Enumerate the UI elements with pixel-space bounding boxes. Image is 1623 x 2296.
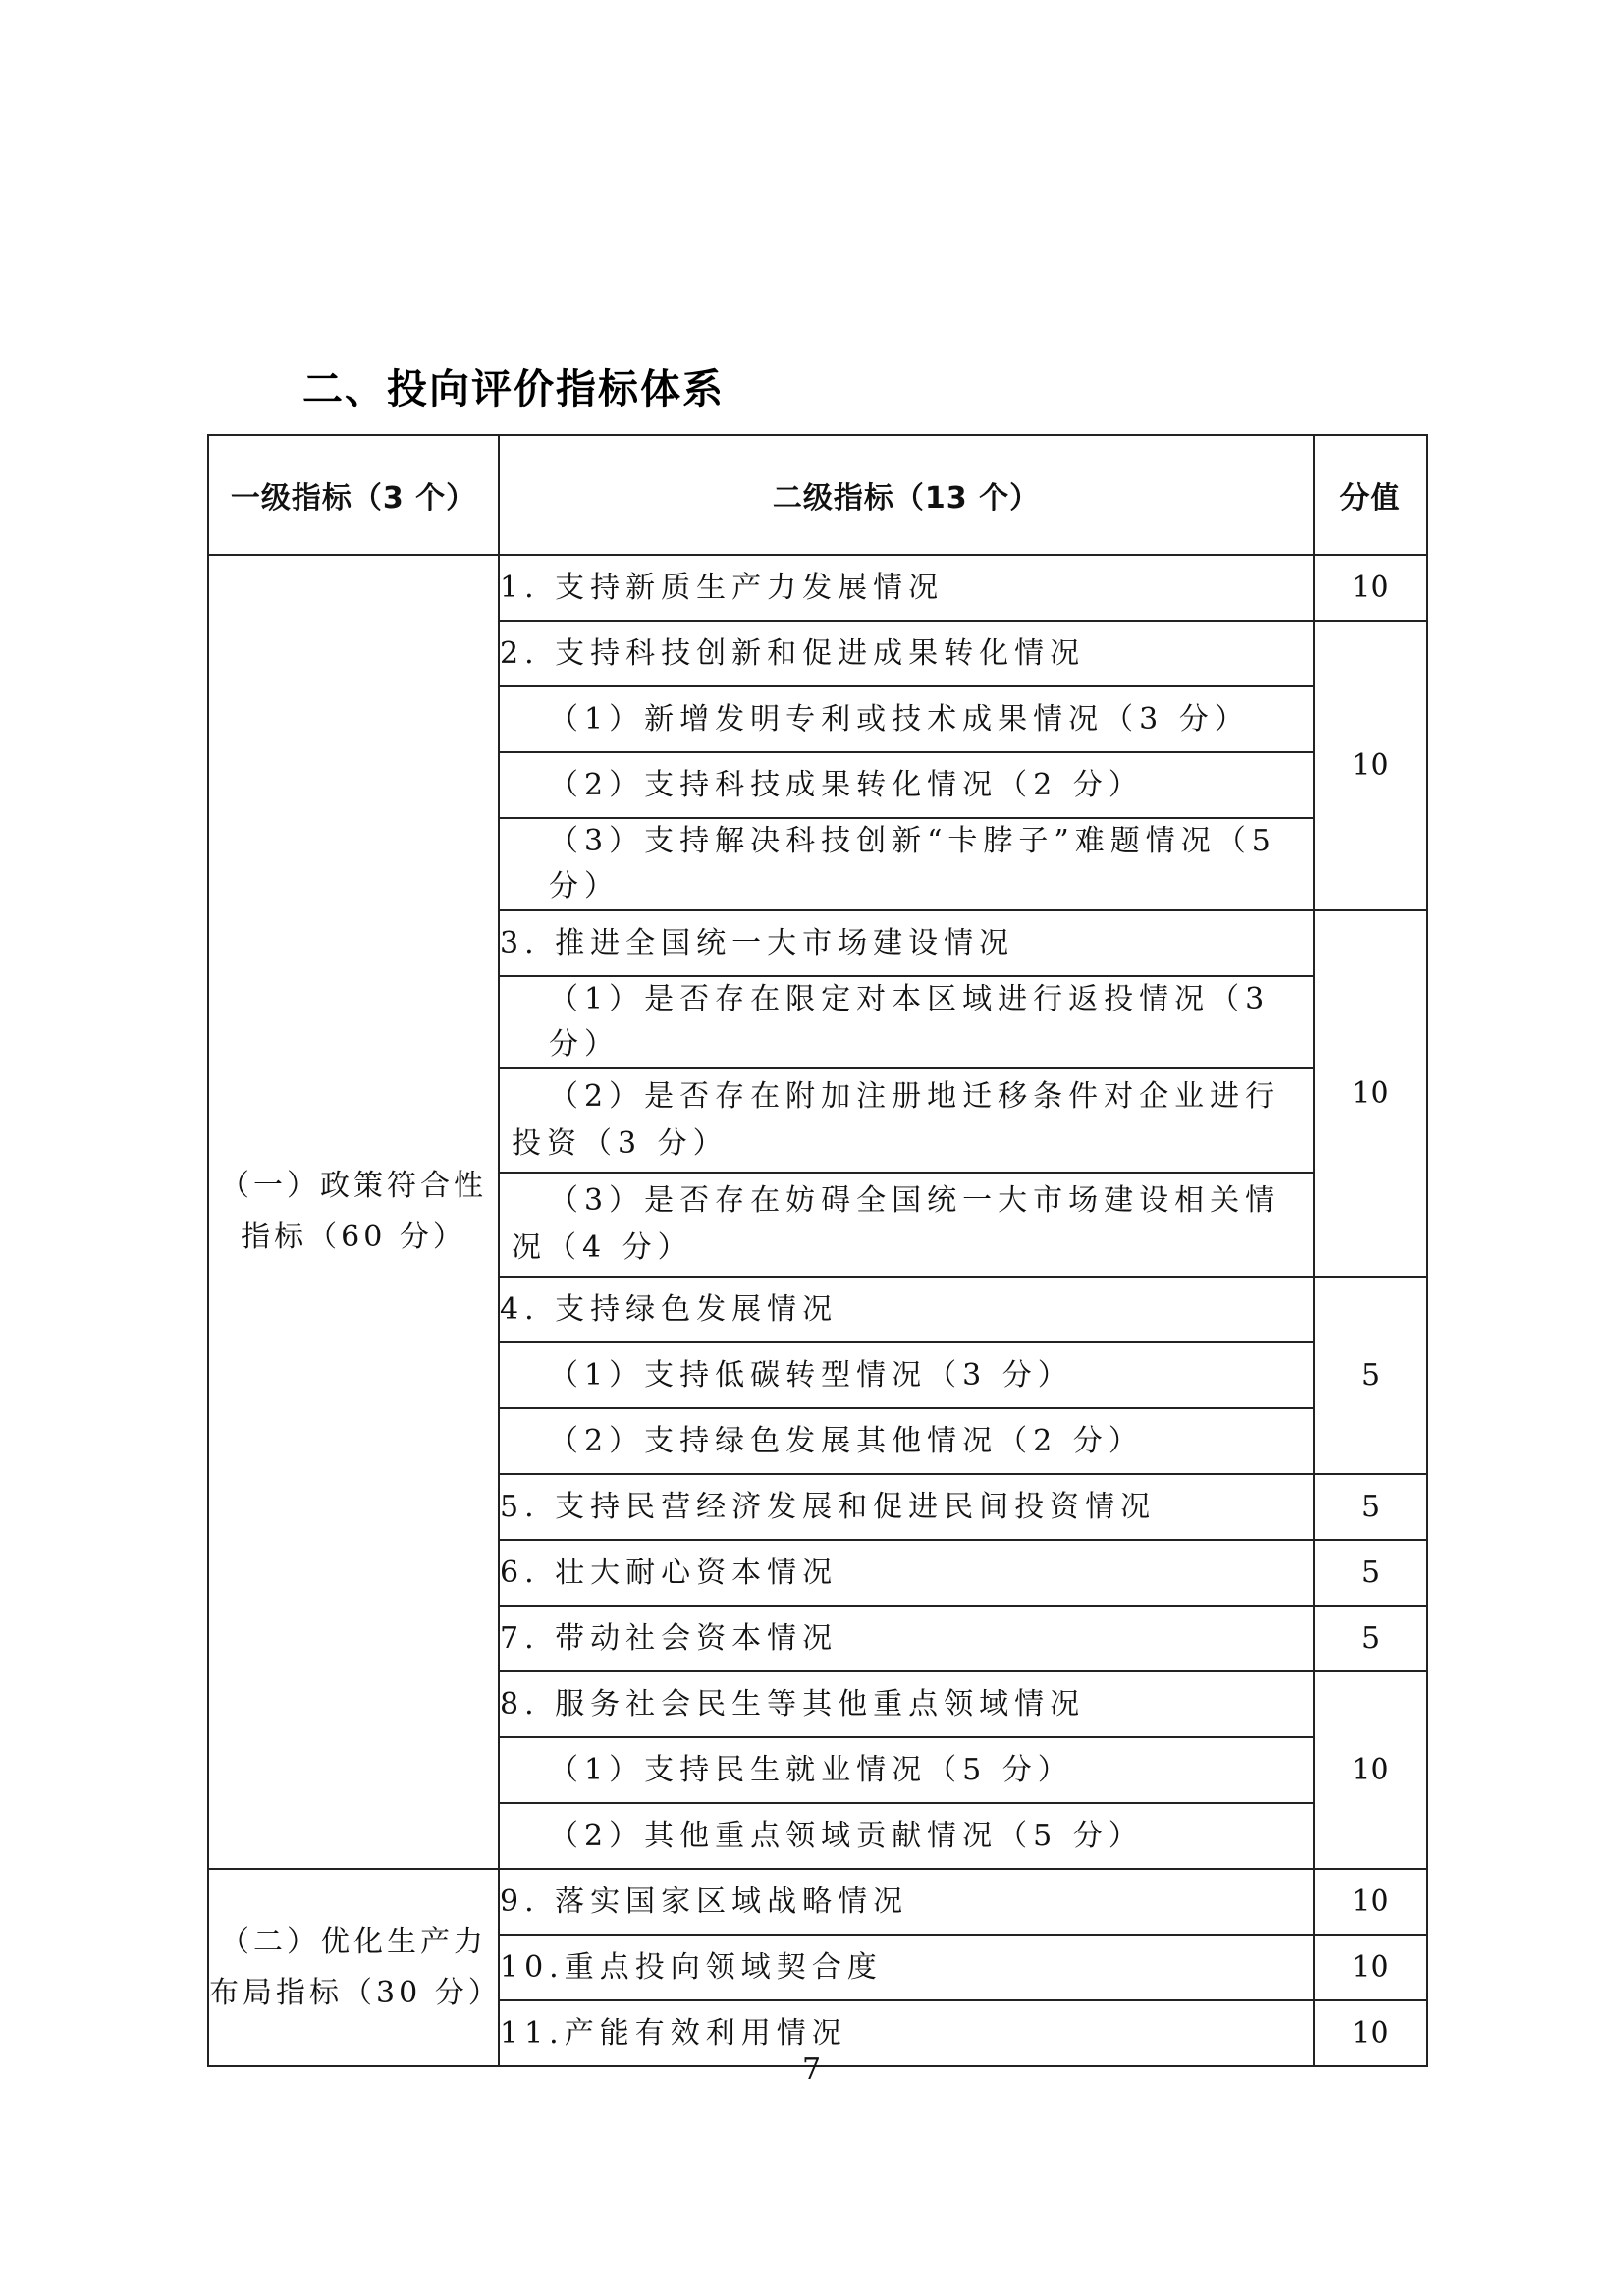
level2-subitem: （3）支持解决科技创新“卡脖子”难题情况（5 分） [499,818,1314,910]
level2-cell: 7. 带动社会资本情况 [499,1606,1314,1671]
level2-subitem: （2）支持科技成果转化情况（2 分） [499,752,1314,818]
level2-subitem: （1）支持低碳转型情况（3 分） [499,1342,1314,1408]
level1-cell: （二）优化生产力布局指标（30 分） [208,1869,499,2066]
level1-cell: （一）政策符合性指标（60 分） [208,555,499,1869]
score-cell: 10 [1314,621,1427,910]
section-heading: 二、投向评价指标体系 [302,365,725,412]
level2-subitem: （1）新增发明专利或技术成果情况（3 分） [499,686,1314,752]
score-cell: 10 [1314,2000,1427,2066]
score-cell: 5 [1314,1474,1427,1540]
score-cell: 5 [1314,1277,1427,1474]
level2-cell: 9. 落实国家区域战略情况 [499,1869,1314,1935]
table-row [208,1869,1427,1935]
table-header-row [208,435,1427,555]
score-cell: 10 [1314,1935,1427,2000]
level2-subitem: （1）是否存在限定对本区域进行返投情况（3 分） [499,976,1314,1068]
score-cell: 10 [1314,1869,1427,1935]
level2-cell: 11.产能有效利用情况 [499,2000,1314,2066]
level2-cell: 2. 支持科技创新和促进成果转化情况 [499,621,1314,686]
level2-cell: 5. 支持民营经济发展和促进民间投资情况 [499,1474,1314,1540]
score-cell: 10 [1314,1671,1427,1869]
level2-subitem: （2）其他重点领域贡献情况（5 分） [499,1803,1314,1869]
level2-cell: 6. 壮大耐心资本情况 [499,1540,1314,1606]
score-cell: 10 [1314,555,1427,621]
score-cell: 5 [1314,1606,1427,1671]
score-cell: 5 [1314,1540,1427,1606]
score-cell: 10 [1314,910,1427,1277]
level2-cell: 4. 支持绿色发展情况 [499,1277,1314,1342]
header-score: 分值 [1314,435,1427,555]
header-level2: 二级指标（13 个） [499,435,1314,555]
level2-subitem: （1）支持民生就业情况（5 分） [499,1737,1314,1803]
level2-cell: 1. 支持新质生产力发展情况 [499,555,1314,621]
indicator-table [207,434,1428,2067]
level2-subitem: （3）是否存在妨碍全国统一大市场建设相关情况（4 分） [499,1173,1314,1277]
level2-cell: 10.重点投向领域契合度 [499,1935,1314,2000]
level2-cell: 8. 服务社会民生等其他重点领域情况 [499,1671,1314,1737]
table-row [208,555,1427,621]
level2-cell: 3. 推进全国统一大市场建设情况 [499,910,1314,976]
level2-subitem: （2）支持绿色发展其他情况（2 分） [499,1408,1314,1474]
level2-subitem: （2）是否存在附加注册地迁移条件对企业进行投资（3 分） [499,1068,1314,1173]
header-level1: 一级指标（3 个） [208,435,499,555]
page-number: 7 [801,2052,822,2087]
